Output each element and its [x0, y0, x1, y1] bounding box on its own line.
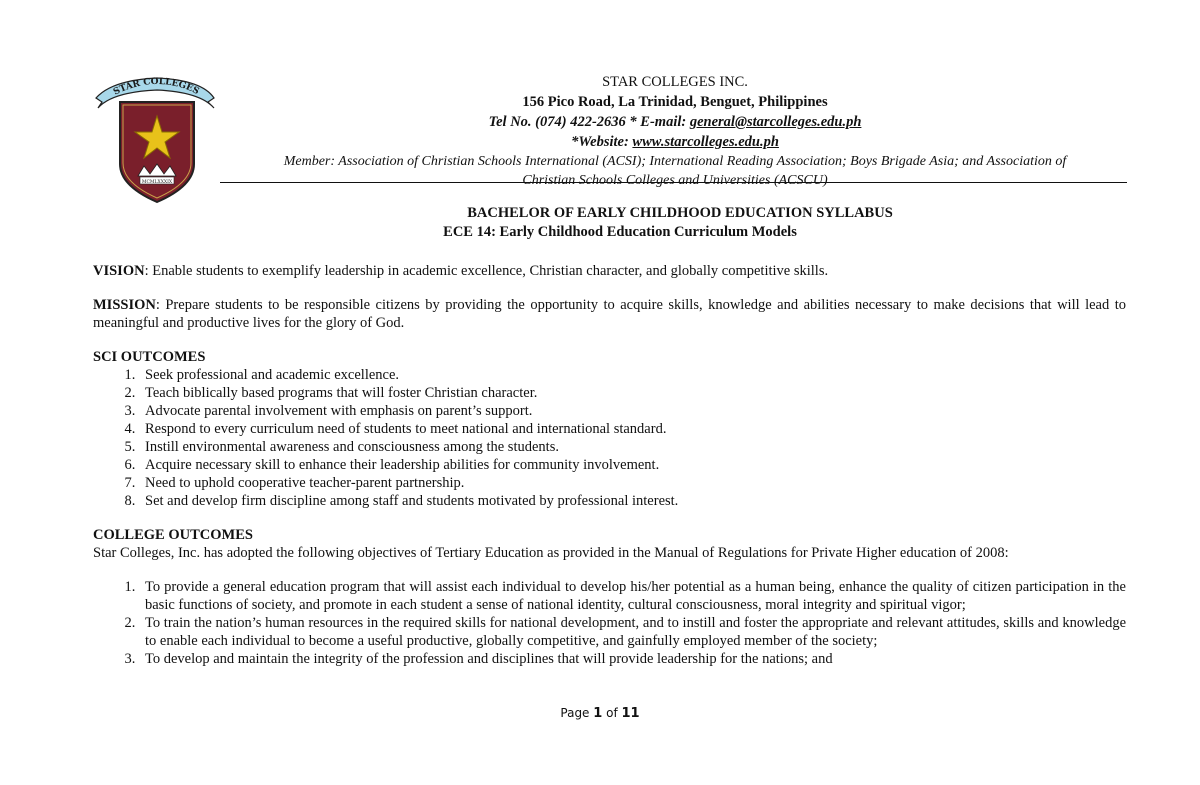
college-outcomes-list — [93, 578, 1126, 668]
mission-paragraph — [93, 296, 1126, 332]
page-footer — [0, 706, 1200, 721]
letterhead — [220, 72, 1130, 190]
list-item: 2. Teach biblically based programs that will foster Christian character. — [139, 384, 1126, 402]
list-item: 3. To develop and maintain the integrity of the profession and disciplines that will provide leadership for the nations; and — [139, 650, 1126, 668]
page-word: Page — [560, 706, 594, 720]
website-line — [220, 132, 1130, 152]
tel-text: Tel No. (074) 422-2636 * E-mail: — [488, 114, 690, 130]
list-item: 4. Respond to every curriculum need of students to meet national and international standard. — [139, 420, 1126, 438]
list-item: 8. Set and develop firm discipline among staff and students motivated by professional interest. — [139, 492, 1126, 510]
list-item: 2. To train the nation’s human resources in the required skills for national development, and to instill and foster the appropriate and relevant attitudes, skills and knowledge to enable each individual to become a useful productive, globally competitive, and gainfully employed member of the society; — [139, 614, 1126, 650]
address: 156 Pico Road, La Trinidad, Benguet, Philippines — [522, 94, 828, 110]
list-item: 1. To provide a general education program that will assist each individual to develop his/her potential as a human being, enhance the quality of citizen participation in the basic functions of society, and promote in each student a sense of national identity, cultural consciousness, moral integrity and spiritual vigor; — [139, 578, 1126, 614]
syllabus-title: BACHELOR OF EARLY CHILDHOOD EDUCATION SYLLABUS — [467, 205, 893, 221]
list-item: 6. Acquire necessary skill to enhance their leadership abilities for community involvement. — [139, 456, 1126, 474]
mission-text: : Prepare students to be responsible citizens by providing the opportunity to acquire skills, knowledge and abilities necessary to make decisions that will lead to meaningful and productive lives for the glory of God. — [93, 297, 1126, 331]
mission-label: MISSION — [93, 297, 156, 313]
sci-outcomes-heading: SCI OUTCOMES — [93, 349, 206, 365]
vision-paragraph — [93, 262, 1126, 280]
email-link[interactable]: general@starcolleges.edu.ph — [689, 114, 862, 130]
list-item: 5. Instill environmental awareness and consciousness among the students. — [139, 438, 1126, 456]
of-word: of — [602, 706, 622, 720]
college-outcomes-heading: COLLEGE OUTCOMES — [93, 527, 253, 543]
college-outcomes-intro: Star Colleges, Inc. has adopted the following objectives of Tertiary Education as provided in the Manual of Regulations for Private Higher education of 2008: — [93, 545, 1009, 561]
list-item: 7. Need to uphold cooperative teacher-parent partnership. — [139, 474, 1126, 492]
total-pages: 11 — [621, 706, 640, 721]
membership-line-1: Member: Association of Christian Schools International (ACSI); International Reading Association; Boys Brigade Asia; and Association of — [283, 154, 1067, 169]
document-body — [93, 262, 1126, 668]
membership-text — [220, 152, 1130, 190]
star-colleges-logo — [92, 76, 218, 206]
org-name: STAR COLLEGES INC. — [602, 74, 748, 90]
contact-line — [220, 112, 1130, 132]
membership-line-2: Christian Schools Colleges and Universities (ACSCU) — [522, 173, 828, 188]
svg-text:STAR COLLEGES: STAR COLLEGES — [111, 76, 201, 98]
course-title: ECE 14: Early Childhood Education Curriculum Models — [443, 224, 797, 240]
header-divider — [220, 182, 1127, 183]
website-link[interactable]: www.starcolleges.edu.ph — [632, 134, 779, 150]
vision-label: VISION — [93, 263, 145, 279]
sci-outcomes-list — [93, 366, 1126, 510]
website-label: *Website: — [571, 134, 633, 150]
current-page: 1 — [593, 706, 603, 721]
list-item: 1. Seek professional and academic excellence. — [139, 366, 1126, 384]
list-item: 3. Advocate parental involvement with emphasis on parent’s support. — [139, 402, 1126, 420]
vision-text: : Enable students to exemplify leadership in academic excellence, Christian character, and globally competitive skills. — [144, 263, 829, 279]
crown-icon — [138, 164, 176, 176]
svg-text:MCMLXXXIX: MCMLXXXIX — [141, 180, 173, 185]
